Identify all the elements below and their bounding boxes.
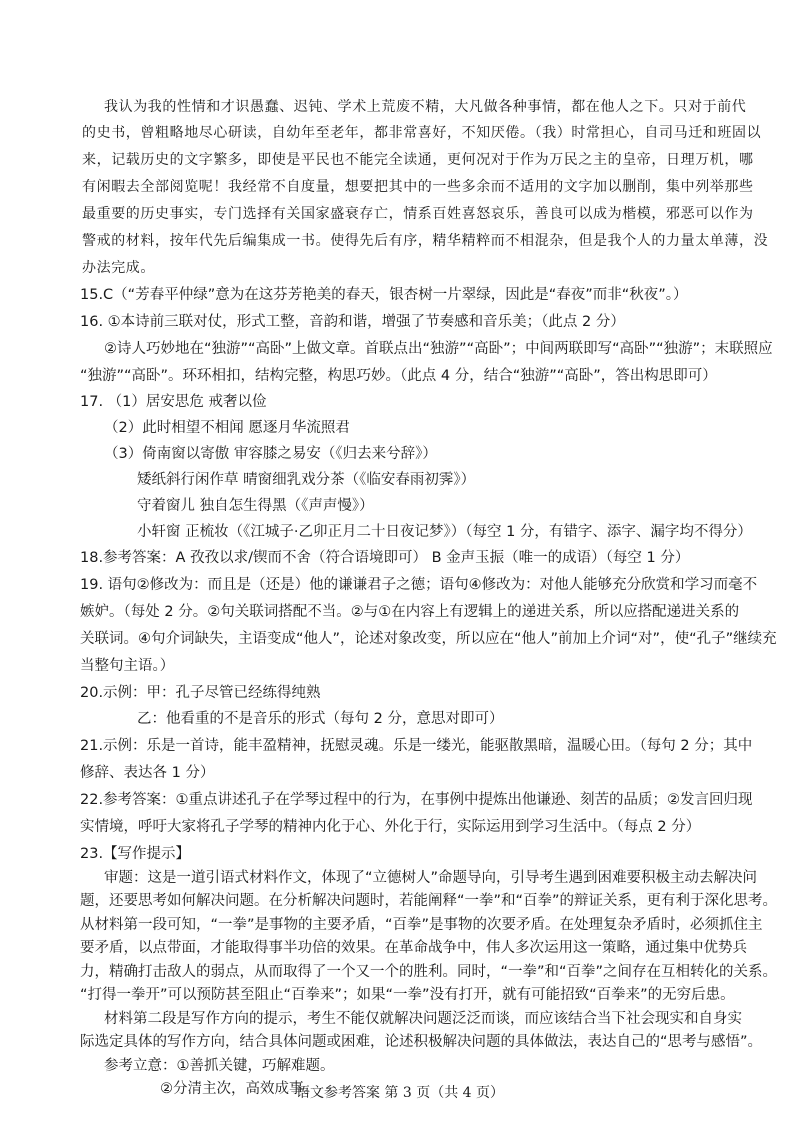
translation-line: 最重要的历史事实，专门选择有关国家盛衰存亡，情系百姓喜怒哀乐，善良可以成为楷模，邪恶可以作为 — [82, 206, 754, 222]
translation-line: 办法完成。 — [82, 260, 155, 276]
idea-line: ②分清主次，高效成事。 — [160, 1081, 318, 1097]
translation-line: 警戒的材料，按年代先后编集成一书。使得先后有序，精华精粹而不相混杂，但是我个人的力量太单薄，没 — [82, 233, 769, 249]
answer-17-line: 矮纸斜行闲作草 晴窗细乳戏分茶（《临安春雨初霁》） — [137, 472, 476, 488]
answer-16-line: “独游”“高卧”。环环相扣，结构完整，构思巧妙。（此点 4 分，结合“独游”“高卧”，答出构思即可） — [80, 368, 717, 384]
writing-tip-line: 际选定具体的写作方向，结合具体问题或困难，论述积极解决问题的具体做法，表达自己的“思考与感悟”。 — [80, 1034, 763, 1050]
answer-18: 18.参考答案：A 孜孜以求/锲而不舍（符合语境即可） B 金声玉振（唯一的成语）（每空 1 分） — [80, 550, 690, 566]
answer-22-line: 实情境，呼吁大家将孔子学琴的精神内化于心、外化于行，实际运用到学习生活中。（每点 2 分） — [80, 819, 701, 835]
writing-tip-line: 从材料第一段可知，“一拳”是事物的主要矛盾，“百拳”是事物的次要矛盾。在处理复杂矛盾时，必须抓住主 — [80, 916, 763, 933]
page-footer: 语文参考答案 第 3 页（共 4 页） — [295, 1085, 505, 1101]
answer-16-line: ②诗人巧妙地在“独游”“高卧”上做文章。首联点出“独游”“高卧”；中间两联即写“高卧”“独游”；末联照应 — [104, 341, 773, 357]
answer-22: 22.参考答案：①重点讲述孔子在学琴过程中的行为，在事例中提炼出他谦逊、刻苦的品质；②发言回归现 — [80, 792, 753, 808]
translation-line: 来，记载历史的文字繁多，即使是平民也不能完全读通，更何况对于作为万民之主的皇帝，日理万机，哪 — [82, 152, 754, 168]
answer-19-line: 当整句主语。） — [80, 658, 175, 674]
writing-tip-line: 力，精确打击敌人的弱点，从而取得了一个又一个的胜利。同时，“一拳”和“百拳”之间存在互相转化的关系。 — [80, 963, 778, 980]
writing-tip-line: 审题：这是一道引语式材料作文，体现了“立德树人”命题导向，引导考生遇到困难要积极主动去解决问 — [104, 869, 758, 886]
writing-tip-line: “打得一拳开”可以预防甚至阻止“百拳来”；如果“一拳”没有打开，就有可能招致“百拳来”的无穷后患。 — [80, 987, 735, 1003]
answer-23-heading: 23.【写作提示】 — [80, 846, 191, 862]
answer-21-line: 修辞、表达各 1 分） — [80, 765, 215, 781]
answer-19: 19. 语句②修改为：而且是（还是）他的谦谦君子之德；语句④修改为：对他人能够充分欣赏和学习而毫不 — [80, 577, 758, 593]
translation-line: 我认为我的性情和才识愚蠢、迟钝、学术上荒废不精，大凡做各种事情，都在他人之下。只对于前代 — [104, 99, 747, 115]
answer-16: 16. ①本诗前三联对仗，形式工整，音韵和谐，增强了节奏感和音乐美；（此点 2 分） — [80, 314, 625, 330]
translation-line: 有闲暇去全部阅览呢！我经常不自度量，想要把其中的一些多余而不适用的文字加以删削，集中列举那些 — [82, 179, 754, 195]
writing-tip-line: 题，还要思考如何解决问题。在分析解决问题时，若能阐释“一拳”和“百拳”的辩证关系，更有利于深化思考。 — [80, 893, 778, 909]
writing-tip-line: 要矛盾，以点带面，才能取得事半功倍的效果。在革命战争中，伟人多次运用这一策略，通过集中优势兵 — [80, 940, 747, 956]
answer-19-line: 关联词。④句介词缺失，主语变成“他人”，论述对象改变，所以应在“他人”前加上介词“对”，使“孔子”继续充 — [80, 631, 777, 647]
answer-21: 21.示例：乐是一首诗，能丰盈精神，抚慰灵魂。乐是一缕光，能驱散黑暗，温暖心田。（每句 2 分；其中 — [80, 738, 753, 754]
answer-20: 20.示例：甲：孔子尽管已经练得纯熟 — [80, 685, 321, 701]
answer-17-line: （3）倚南窗以寄傲 审容膝之易安（《归去来兮辞》） — [104, 446, 437, 462]
answer-20-line: 乙：他看重的不是音乐的形式（每句 2 分，意思对即可） — [137, 711, 504, 727]
idea-line: 参考立意：①善抓关键，巧解难题。 — [104, 1057, 335, 1074]
translation-line: 的史书，曾粗略地尽心研读，自幼年至老年，都非常喜好，不知厌倦。（我）时常担心，自司马迁和班固以 — [82, 125, 762, 141]
answer-17-line: （2）此时相望不相闻 愿逐月华流照君 — [104, 420, 350, 436]
answer-17: 17. （1）居安思危 戒奢以俭 — [80, 394, 267, 410]
answer-19-line: 嫉妒。（每处 2 分。②句关联词搭配不当。②与①在内容上有逻辑上的递进关系，所以应搭配递进关系的 — [80, 604, 740, 620]
answer-15: 15.C（“芳春平仲绿”意为在这芬芳艳美的春天，银杏树一片翠绿，因此是“春夜”而非“秋夜”。） — [80, 287, 688, 303]
writing-tip-line: 材料第二段是写作方向的提示，考生不能仅就解决问题泛泛而谈，而应该结合当下社会现实和自身实 — [104, 1010, 742, 1027]
answer-17-line: 小轩窗 正梳妆（《江城子·乙卯正月二十日夜记梦》）（每空 1 分，有错字、添字、漏字均不得分） — [137, 524, 752, 540]
answer-17-line: 守着窗儿 独自怎生得黑（《声声慢》） — [137, 498, 374, 514]
